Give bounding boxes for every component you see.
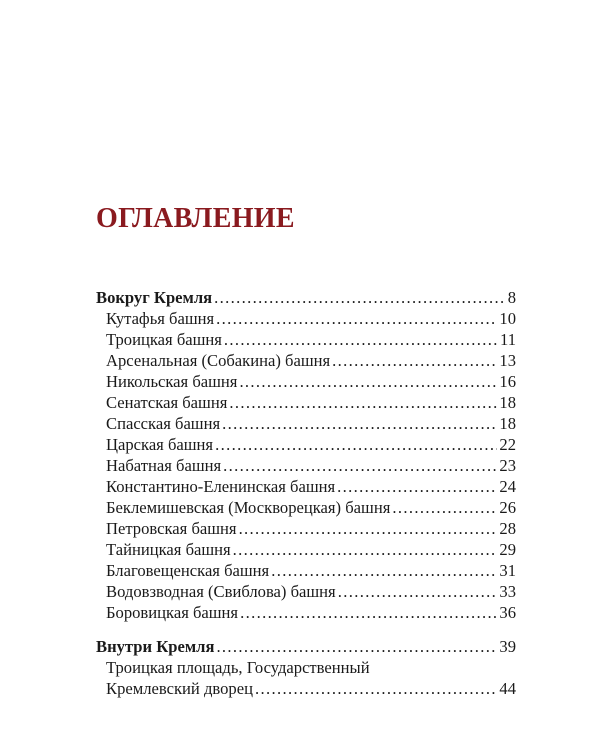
toc-entry[interactable] (96, 476, 516, 497)
toc-entry-label: Тайницкая башня (106, 540, 231, 559)
toc-entry-label: Троицкая башня (106, 330, 222, 349)
page-title: ОГЛАВЛЕНИЕ (96, 203, 295, 234)
dot-leader (255, 678, 497, 699)
toc-entry-label: Петровская башня (106, 519, 237, 538)
toc-entry[interactable] (96, 350, 516, 371)
toc-entry[interactable] (96, 602, 516, 623)
toc-entry[interactable] (96, 413, 516, 434)
toc-entry-label: Арсенальная (Собакина) башня (106, 351, 331, 370)
dot-leader (239, 371, 497, 392)
toc-heading-label: Вокруг Кремля (96, 288, 213, 307)
toc-entry-label: Никольская башня (106, 372, 238, 391)
toc-entry[interactable] (96, 434, 516, 455)
toc-entry-label: Водовзводная (Свиблова) башня (106, 582, 336, 601)
toc-page-number: 31 (499, 561, 516, 580)
toc-page-number: 33 (499, 582, 516, 601)
toc-entry[interactable] (96, 560, 516, 581)
toc-heading[interactable] (96, 287, 516, 308)
toc-page-number: 39 (499, 637, 516, 656)
dot-leader (222, 413, 497, 434)
toc-entry[interactable] (96, 392, 516, 413)
toc-entry[interactable] (96, 455, 516, 476)
toc-page-number: 13 (499, 351, 516, 370)
dot-leader (223, 455, 497, 476)
toc-heading-label: Внутри Кремля (96, 637, 215, 656)
dot-leader (214, 287, 506, 308)
toc-entry-label: Кутафья башня (106, 309, 215, 328)
dot-leader (240, 602, 497, 623)
toc-entry[interactable] (96, 371, 516, 392)
toc-entry-label: Константино-Еленинская башня (106, 477, 336, 496)
toc-page-number: 18 (499, 414, 516, 433)
toc-entry[interactable] (96, 581, 516, 602)
toc-page-number: 22 (499, 435, 516, 454)
dot-leader (392, 497, 497, 518)
toc-entry[interactable] (96, 678, 516, 699)
toc-entry-first-line[interactable] (96, 657, 516, 678)
toc-page-number: 16 (499, 372, 516, 391)
dot-leader (332, 350, 497, 371)
dot-leader (271, 560, 497, 581)
toc-entry-label: Сенатская башня (106, 393, 228, 412)
toc-section-around-kremlin (96, 287, 516, 623)
toc-entry-label: Благовещенская башня (106, 561, 270, 580)
dot-leader (216, 636, 497, 657)
table-of-contents (96, 287, 516, 699)
toc-page-number: 36 (499, 603, 516, 622)
toc-entry-label: Беклемишевская (Москворецкая) башня (106, 498, 391, 517)
dot-leader (239, 518, 498, 539)
toc-page-number: 8 (507, 288, 516, 307)
toc-entry-label: Царская башня (106, 435, 214, 454)
dot-leader (337, 476, 497, 497)
toc-page-number: 11 (500, 330, 516, 349)
toc-page-number: 24 (499, 477, 516, 496)
toc-heading[interactable] (96, 636, 516, 657)
toc-page-number: 23 (499, 456, 516, 475)
dot-leader (216, 308, 497, 329)
toc-entry-label: Кремлевский дворец (106, 679, 253, 698)
toc-page-number: 26 (499, 498, 516, 517)
toc-entry[interactable] (96, 329, 516, 350)
toc-page-number: 18 (499, 393, 516, 412)
toc-entry[interactable] (96, 518, 516, 539)
toc-entry[interactable] (96, 539, 516, 560)
dot-leader (229, 392, 497, 413)
toc-page-number: 29 (499, 540, 516, 559)
toc-entry-label: Спасская башня (106, 414, 221, 433)
toc-entry-label-line1: Троицкая площадь, Государственный (106, 658, 370, 677)
toc-section-inside-kremlin (96, 636, 516, 699)
toc-entry-label: Боровицкая башня (106, 603, 239, 622)
dot-leader (233, 539, 498, 560)
toc-entry-label: Набатная башня (106, 456, 222, 475)
dot-leader (338, 581, 498, 602)
toc-page-number: 44 (499, 679, 516, 698)
dot-leader (215, 434, 497, 455)
toc-entry[interactable] (96, 497, 516, 518)
dot-leader (224, 329, 498, 350)
toc-page-number: 10 (499, 309, 516, 328)
toc-entry[interactable] (96, 308, 516, 329)
toc-page-number: 28 (499, 519, 516, 538)
